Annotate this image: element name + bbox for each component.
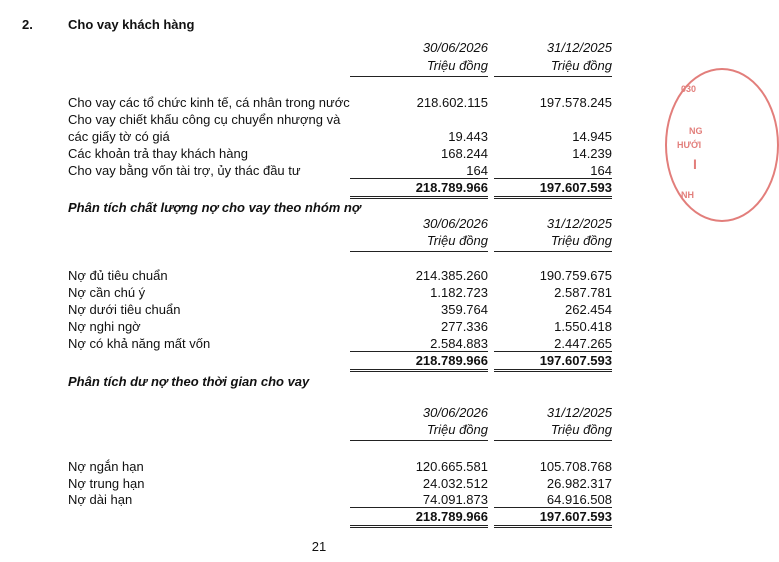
t2-row-v1: 214.385.260 xyxy=(415,268,488,283)
t1-total-top-rule xyxy=(494,178,612,179)
t2-col2-date: 31/12/2025 xyxy=(546,216,612,231)
t2-total-top-rule xyxy=(494,351,612,352)
t1-total-double-rule xyxy=(494,196,612,199)
t1-row-label: Cho vay chiết khấu công cụ chuyển nhượng và xyxy=(68,112,341,127)
t2-col1-header-rule xyxy=(350,251,488,252)
t3-total-v2: 197.607.593 xyxy=(539,509,612,524)
t1-row-label: Các khoản trả thay khách hàng xyxy=(68,146,248,161)
t2-row-v2: 2.587.781 xyxy=(554,285,612,300)
t2-title: Phân tích chất lượng nợ cho vay theo nhóm nợ xyxy=(68,200,361,215)
section-number: 2. xyxy=(22,17,33,32)
t1-row-v2: 197.578.245 xyxy=(539,95,612,110)
t3-row-v2: 64.916.508 xyxy=(546,492,612,507)
t3-col1-header-rule xyxy=(350,440,488,441)
t2-row-label: Nợ có khả năng mất vốn xyxy=(68,336,211,351)
t2-row-v2: 262.454 xyxy=(565,302,612,317)
t3-row-v1: 24.032.512 xyxy=(422,476,488,491)
t1-col1-unit: Triệu đồng xyxy=(426,58,488,73)
t3-row-label: Nợ dài hạn xyxy=(68,492,133,507)
t1-row-v1: 168.244 xyxy=(441,146,488,161)
stamp-text: NG xyxy=(689,126,703,136)
t2-col2-header-rule xyxy=(494,251,612,252)
t2-col1-unit: Triệu đồng xyxy=(426,233,488,248)
t2-row-v1: 359.764 xyxy=(441,302,488,317)
stamp-text: NH xyxy=(681,190,694,200)
t2-row-v1: 277.336 xyxy=(441,319,488,334)
t2-row-v1: 1.182.723 xyxy=(430,285,488,300)
t1-row-v2: 14.239 xyxy=(572,146,612,161)
page-number: 21 xyxy=(311,539,327,554)
t3-col2-unit: Triệu đồng xyxy=(550,422,612,437)
t1-col1-header-rule xyxy=(350,76,488,77)
t2-row-v2: 2.447.265 xyxy=(554,336,612,351)
t3-col2-date: 31/12/2025 xyxy=(546,405,612,420)
t2-total-v2: 197.607.593 xyxy=(539,353,612,368)
t2-row-label: Nợ nghi ngờ xyxy=(68,319,141,334)
t1-row-label: các giấy tờ có giá xyxy=(68,129,170,144)
t2-total-double-rule xyxy=(350,369,488,372)
t2-total-double-rule xyxy=(494,369,612,372)
t3-row-v2: 105.708.768 xyxy=(539,459,612,474)
t3-total-v1: 218.789.966 xyxy=(415,509,488,524)
company-stamp xyxy=(665,68,779,222)
t1-total-v1: 218.789.966 xyxy=(415,180,488,195)
t1-col2-date: 31/12/2025 xyxy=(546,40,612,55)
t1-row-v2: 14.945 xyxy=(572,129,612,144)
t3-title: Phân tích dư nợ theo thời gian cho vay xyxy=(68,374,310,389)
t1-row-v1: 164 xyxy=(466,163,488,178)
t3-total-top-rule xyxy=(494,507,612,508)
t2-row-v2: 1.550.418 xyxy=(554,319,612,334)
t2-col1-date: 30/06/2026 xyxy=(422,216,488,231)
t3-col1-date: 30/06/2026 xyxy=(422,405,488,420)
t3-total-double-rule xyxy=(494,525,612,528)
stamp-text: I xyxy=(693,156,697,172)
t2-row-v2: 190.759.675 xyxy=(539,268,612,283)
t3-col2-header-rule xyxy=(494,440,612,441)
t1-row-label: Cho vay bằng vốn tài trợ, ủy thác đầu tư xyxy=(68,163,301,178)
t1-row-v2: 164 xyxy=(590,163,612,178)
t3-row-v2: 26.982.317 xyxy=(546,476,612,491)
t2-row-v1: 2.584.883 xyxy=(430,336,488,351)
t1-col1-date: 30/06/2026 xyxy=(422,40,488,55)
t3-col1-unit: Triệu đồng xyxy=(426,422,488,437)
t2-total-v1: 218.789.966 xyxy=(415,353,488,368)
t3-row-v1: 120.665.581 xyxy=(415,459,488,474)
t3-row-label: Nợ trung hạn xyxy=(68,476,145,491)
t1-total-top-rule xyxy=(350,178,488,179)
t1-row-v1: 218.602.115 xyxy=(416,95,488,110)
stamp-text: HƯỚI xyxy=(677,140,702,150)
t1-total-v2: 197.607.593 xyxy=(539,180,612,195)
t1-col2-header-rule xyxy=(494,76,612,77)
t2-row-label: Nợ dưới tiêu chuẩn xyxy=(68,302,181,317)
t2-row-label: Nợ cần chú ý xyxy=(68,285,146,300)
t3-row-label: Nợ ngắn hạn xyxy=(68,459,144,474)
t1-row-label: Cho vay các tổ chức kinh tế, cá nhân trong nước xyxy=(68,95,350,110)
stamp-text: 030 xyxy=(681,84,697,94)
t1-row-v1: 19.443 xyxy=(448,129,488,144)
t1-col2-unit: Triệu đồng xyxy=(550,58,612,73)
t3-total-double-rule xyxy=(350,525,488,528)
t2-row-label: Nợ đủ tiêu chuẩn xyxy=(68,268,168,283)
t1-total-double-rule xyxy=(350,196,488,199)
t2-col2-unit: Triệu đồng xyxy=(550,233,612,248)
section-title: Cho vay khách hàng xyxy=(68,17,195,32)
t3-row-v1: 74.091.873 xyxy=(422,492,488,507)
t3-total-top-rule xyxy=(350,507,488,508)
t2-total-top-rule xyxy=(350,351,488,352)
